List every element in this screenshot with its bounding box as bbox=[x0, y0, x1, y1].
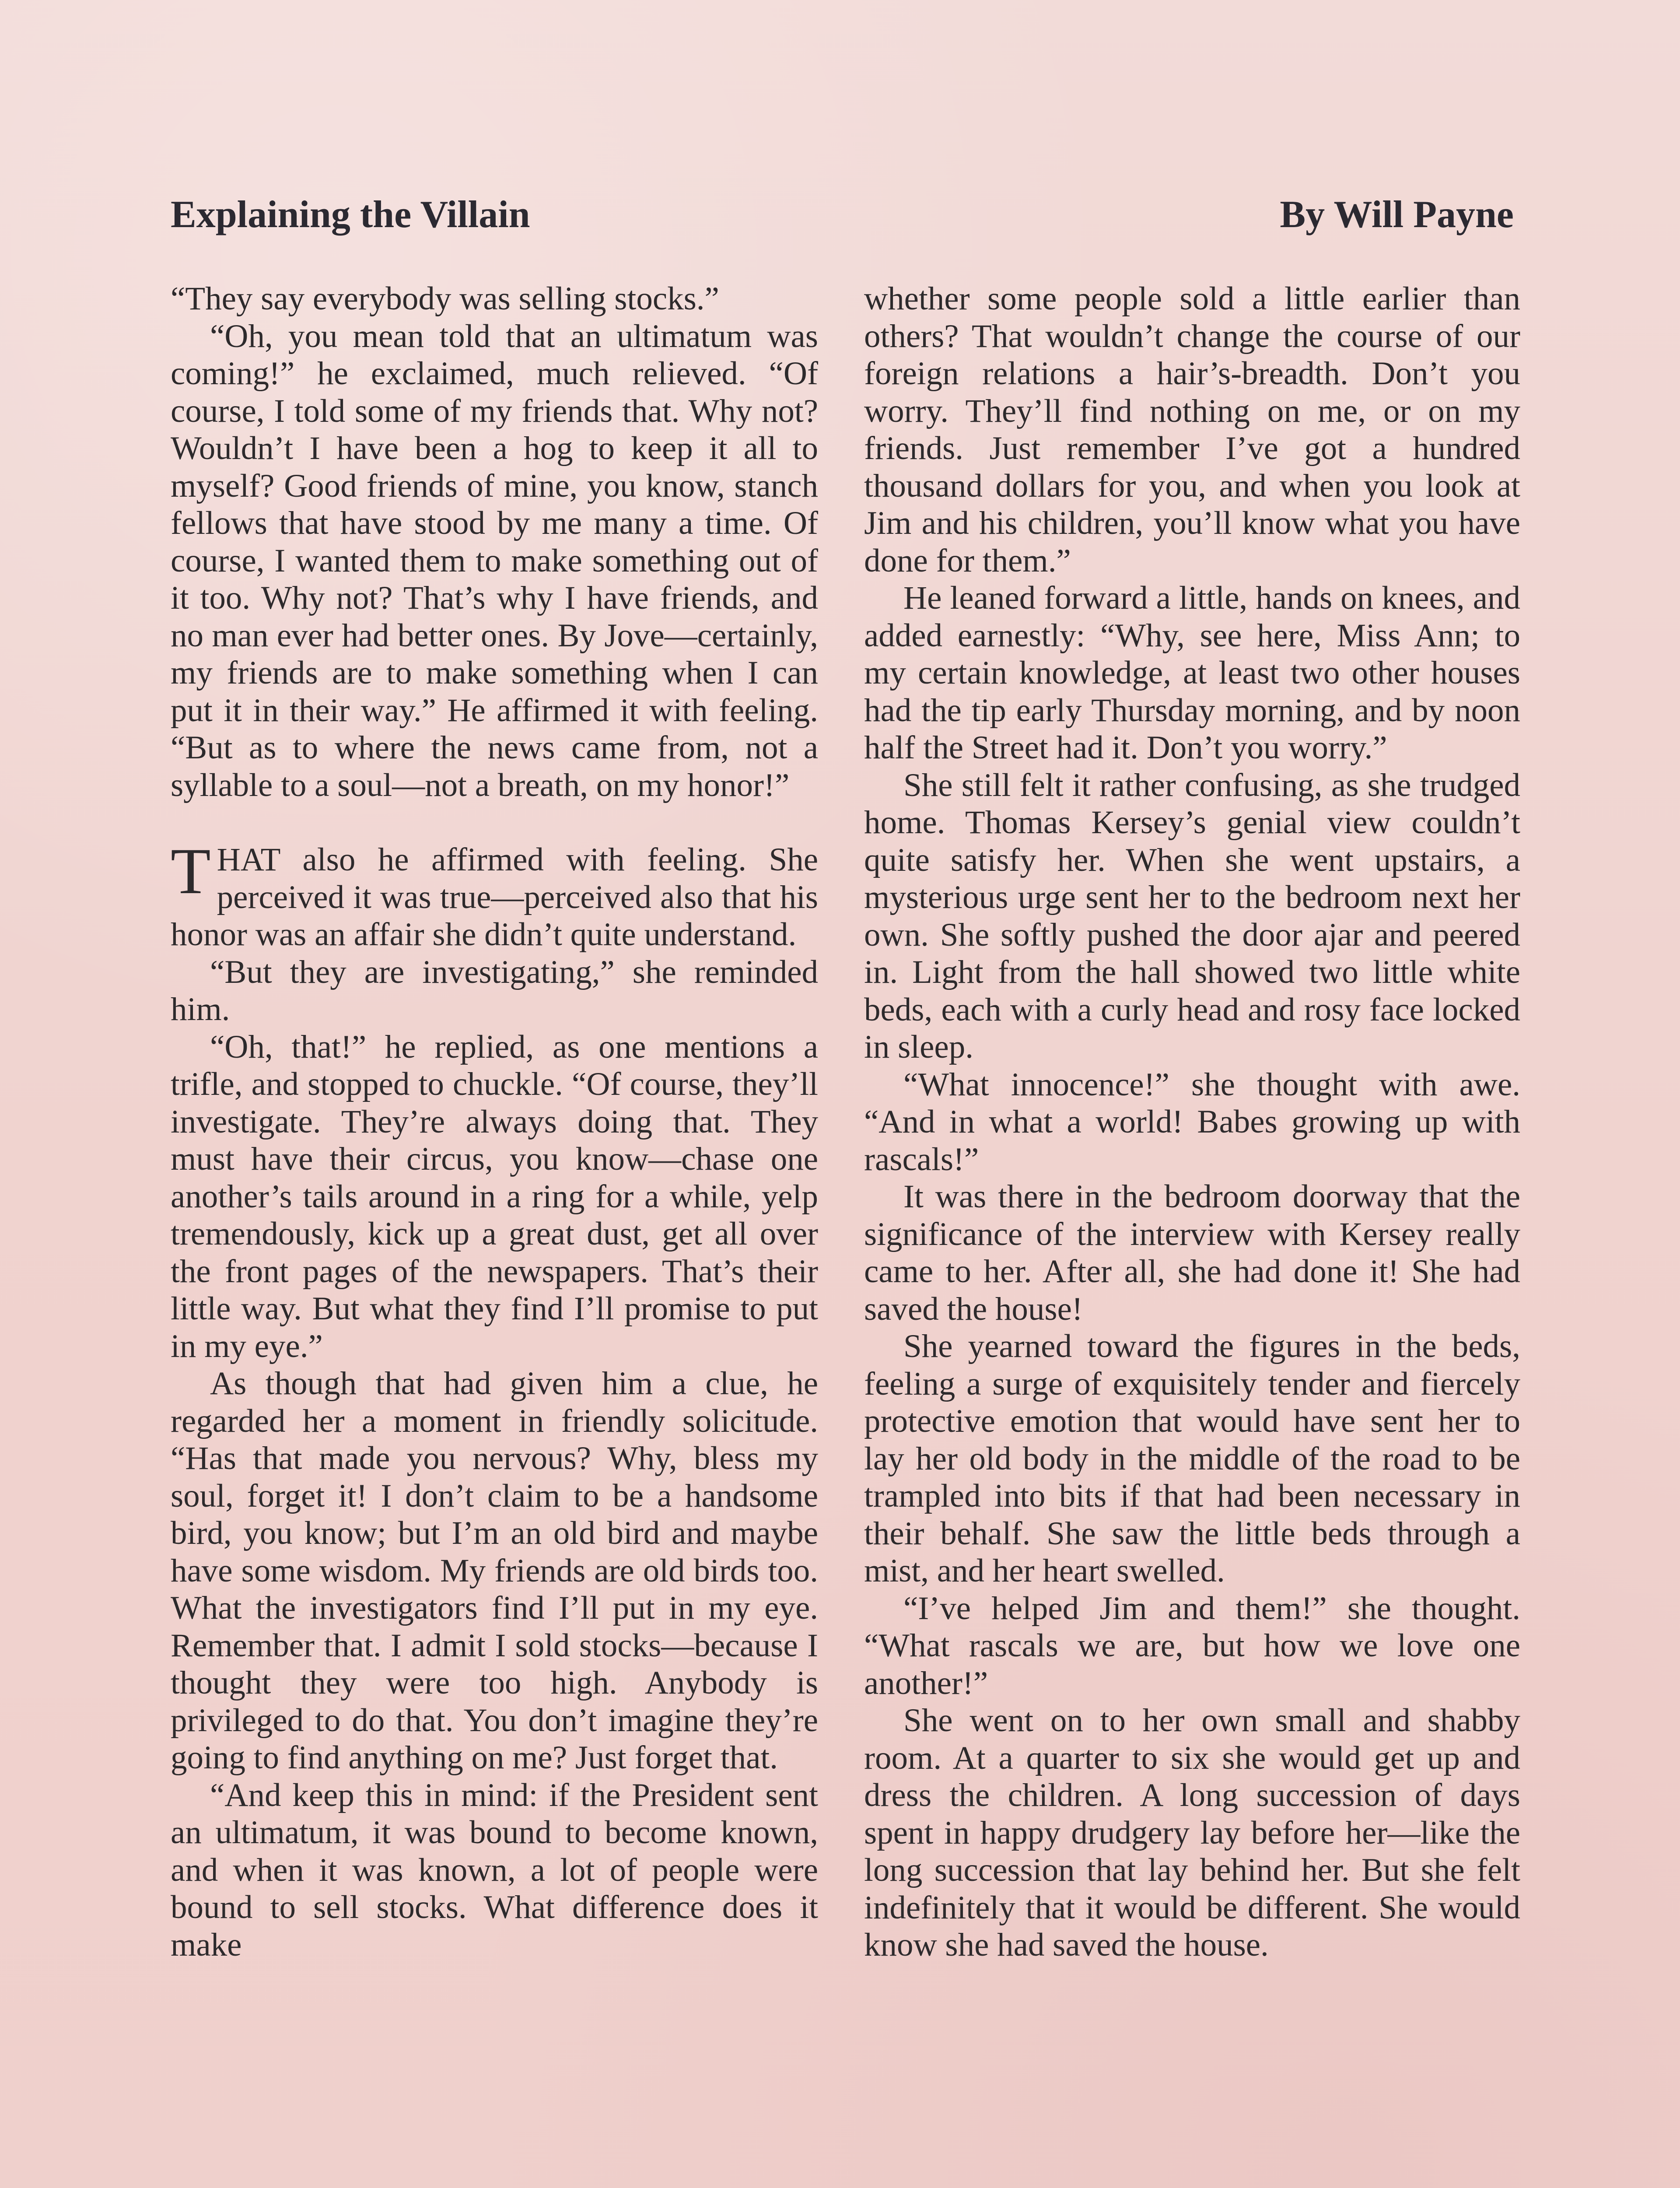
paragraph: whether some people sold a little earlier than others? That wouldn’t change the course of our foreign relations a hair’s-breadth. Don’t you worry. They’ll find nothing on me, or on my friends. Just remember I’ve got a hundred thousand dollars for you, and when you look at Jim and his children, you’ll know what you have done for them.” bbox=[864, 281, 1520, 579]
story-title: Explaining the Villain bbox=[171, 193, 530, 236]
paragraph: She yearned toward the figures in the beds, feeling a surge of exquisitely tender and fiercely protective emotion that would have sent her to lay her old body in the middle of the road to be trampled into bits if that had been necessary in their behalf. She saw the little beds through a mist, and her heart swelled. bbox=[864, 1328, 1520, 1589]
paragraph: “What innocence!” she thought with awe. “And in what a world! Babes growing up with rascals!” bbox=[864, 1066, 1520, 1178]
paragraph: It was there in the bedroom doorway that the significance of the interview with Kersey really came to her. After all, she had done it! She had saved the house! bbox=[864, 1178, 1520, 1327]
paragraph: “I’ve helped Jim and them!” she thought. “What rascals we are, but how we love one another!” bbox=[864, 1590, 1520, 1701]
paragraph: “But they are investigating,” she reminded him. bbox=[171, 954, 818, 1027]
drop-cap-paragraph bbox=[171, 835, 818, 954]
paragraph: As though that had given him a clue, he regarded her a moment in friendly solicitude. “Has that made you nervous? Why, bless my soul, forget it! I don’t claim to be a handsome bird, you know; but I’m an old bird and maybe have some wisdom. My friends are old birds too. What the investigators find I’ll put in my eye. Remember that. I admit I sold stocks—because I thought they were too high. Anybody is privileged to do that. You don’t imagine they’re going to find anything on me? Just forget that. bbox=[171, 1365, 818, 1776]
paragraph: She still felt it rather confusing, as she trudged home. Thomas Kersey’s genial view couldn’t quite satisfy her. When she went upstairs, a mysterious urge sent her to the bedroom next her own. She softly pushed the door ajar and peered in. Light from the hall showed two little white beds, each with a curly head and rosy face locked in sleep. bbox=[864, 767, 1520, 1065]
paragraph: “And keep this in mind: if the President sent an ultimatum, it was bound to become known, and when it was known, a lot of people were bound to sell stocks. What difference does it make bbox=[171, 1777, 818, 1963]
left-text-column bbox=[171, 280, 818, 1964]
drop-cap-paragraph-text: HAT also he affirmed with feeling. She perceived it was true—perceived also that his honor was an affair she didn’t quite understand. bbox=[171, 842, 818, 953]
running-head bbox=[171, 193, 1514, 245]
paragraph: “They say everybody was selling stocks.” bbox=[171, 281, 719, 317]
paragraph: “Oh, that!” he replied, as one mentions a trifle, and stopped to chuckle. “Of course, they’ll investigate. They’re always doing that. They must have their circus, you know—chase one another’s tails around in a ring for a while, yelp tremendously, kick up a great dust, get all over the front pages of the newspapers. That’s their little way. But what they find I’ll promise to put in my eye.” bbox=[171, 1028, 818, 1364]
section-break bbox=[171, 804, 818, 841]
author-byline: By Will Payne bbox=[1280, 193, 1514, 236]
right-text-column bbox=[864, 280, 1520, 1964]
drop-cap-letter: T bbox=[171, 835, 211, 908]
paragraph: He leaned forward a little, hands on knees, and added earnestly: “Why, see here, Miss Ann; to my certain knowledge, at least two other houses had the tip early Thursday morning, and by noon half the Street had it. Don’t you worry.” bbox=[864, 580, 1520, 766]
paragraph: “Oh, you mean told that an ultimatum was coming!” he exclaimed, much relieved. “Of course, I told some of my friends that. Why not? Wouldn’t I have been a hog to keep it all to myself? Good friends of mine, you know, stanch fellows that have stood by me many a time. Of course, I wanted them to make something out of it too. Why not? That’s why I have friends, and no man ever had better ones. By Jove—certainly, my friends are to make something when I can put it in their way.” He affirmed it with feeling. “But as to where the news came from, not a syllable to a soul—not a breath, on my honor!” bbox=[171, 318, 818, 803]
paragraph: She went on to her own small and shabby room. At a quarter to six she would get up and dress the children. A long succession of days spent in happy drudgery lay before her—like the long succession that lay behind her. But she felt indefinitely that it would be different. She would know she had saved the house. bbox=[864, 1702, 1520, 1963]
